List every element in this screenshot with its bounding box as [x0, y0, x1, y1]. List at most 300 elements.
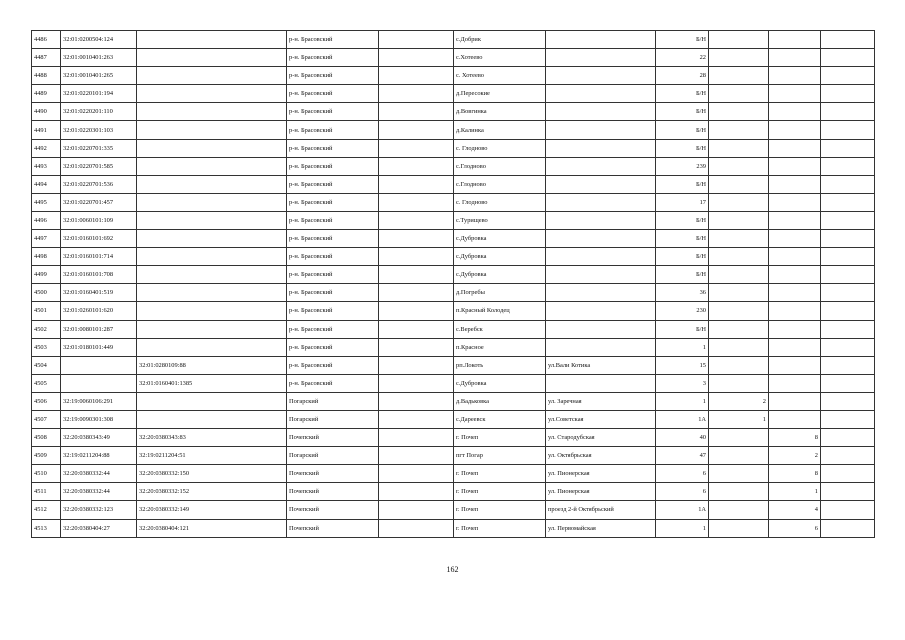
apartment-cell	[769, 410, 821, 428]
empty-cell	[821, 447, 875, 465]
building-cadastral-number-cell	[137, 410, 287, 428]
street-cell	[546, 103, 656, 121]
row-number-cell: 4507	[32, 410, 61, 428]
row-number-cell: 4491	[32, 121, 61, 139]
street-cell	[546, 338, 656, 356]
table-row	[32, 49, 875, 67]
building-cadastral-number-cell	[137, 193, 287, 211]
street-cell	[546, 374, 656, 392]
empty-cell	[821, 374, 875, 392]
locality-cell: п.Красный Колодец	[454, 302, 546, 320]
empty-cell	[821, 266, 875, 284]
district-cell: Почепский	[287, 483, 379, 501]
row-number-cell: 4503	[32, 338, 61, 356]
building-cadastral-number-cell: 32:20:0380404:121	[137, 519, 287, 537]
apartment-cell	[769, 103, 821, 121]
empty-cell	[821, 338, 875, 356]
house-number-cell: 239	[656, 157, 709, 175]
row-number-cell: 4488	[32, 67, 61, 85]
empty-cell	[821, 67, 875, 85]
building-cadastral-number-cell	[137, 175, 287, 193]
table-row	[32, 483, 875, 501]
building-cell	[709, 320, 769, 338]
table-row	[32, 519, 875, 537]
apartment-cell	[769, 139, 821, 157]
building-cell	[709, 85, 769, 103]
district-cell: Почепский	[287, 465, 379, 483]
row-number-cell: 4511	[32, 483, 61, 501]
row-number-cell: 4504	[32, 356, 61, 374]
apartment-cell	[769, 392, 821, 410]
table-row	[32, 139, 875, 157]
empty-cell	[379, 320, 454, 338]
building-cadastral-number-cell	[137, 248, 287, 266]
cadastral-number-cell: 32:01:0260101:620	[61, 302, 137, 320]
cadastral-number-cell	[61, 374, 137, 392]
building-cadastral-number-cell: 32:20:0380332:152	[137, 483, 287, 501]
cadastral-number-cell: 32:01:0180101:449	[61, 338, 137, 356]
locality-cell: г. Почеп	[454, 519, 546, 537]
empty-cell	[379, 447, 454, 465]
row-number-cell: 4499	[32, 266, 61, 284]
street-cell: ул.Советская	[546, 410, 656, 428]
house-number-cell: 15	[656, 356, 709, 374]
district-cell: р-н. Брасовский	[287, 320, 379, 338]
locality-cell: г. Почеп	[454, 429, 546, 447]
cadastral-number-cell: 32:19:0211204:88	[61, 447, 137, 465]
house-number-cell: Б/Н	[656, 175, 709, 193]
cadastral-number-cell: 32:01:0080101:287	[61, 320, 137, 338]
table-row	[32, 374, 875, 392]
district-cell: р-н. Брасовский	[287, 139, 379, 157]
building-cell	[709, 157, 769, 175]
district-cell: Почепский	[287, 429, 379, 447]
empty-cell	[379, 211, 454, 229]
apartment-cell	[769, 248, 821, 266]
building-cell	[709, 230, 769, 248]
building-cell	[709, 465, 769, 483]
cadastral-number-cell: 32:01:0160101:692	[61, 230, 137, 248]
apartment-cell	[769, 356, 821, 374]
street-cell	[546, 85, 656, 103]
row-number-cell: 4512	[32, 501, 61, 519]
district-cell: р-н. Брасовский	[287, 67, 379, 85]
building-cell	[709, 302, 769, 320]
table-row	[32, 356, 875, 374]
street-cell	[546, 248, 656, 266]
building-cadastral-number-cell: 32:01:0280109:88	[137, 356, 287, 374]
locality-cell: с.Турищево	[454, 211, 546, 229]
table-row	[32, 302, 875, 320]
locality-cell: с.Веребск	[454, 320, 546, 338]
table-row	[32, 266, 875, 284]
cadastral-number-cell: 32:20:0380404:27	[61, 519, 137, 537]
cadastral-number-cell: 32:20:0380343:49	[61, 429, 137, 447]
locality-cell: д.Вовгинка	[454, 103, 546, 121]
empty-cell	[379, 193, 454, 211]
house-number-cell: 36	[656, 284, 709, 302]
locality-cell: с.Глодново	[454, 157, 546, 175]
district-cell: Почепский	[287, 519, 379, 537]
house-number-cell: Б/Н	[656, 320, 709, 338]
row-number-cell: 4501	[32, 302, 61, 320]
locality-cell: рп.Локоть	[454, 356, 546, 374]
building-cell	[709, 248, 769, 266]
house-number-cell: Б/Н	[656, 31, 709, 49]
building-cadastral-number-cell: 32:20:0380343:83	[137, 429, 287, 447]
locality-cell: с.Добрик	[454, 31, 546, 49]
building-cell: 1	[709, 410, 769, 428]
district-cell: Погарский	[287, 410, 379, 428]
building-cell	[709, 31, 769, 49]
empty-cell	[379, 465, 454, 483]
building-cell	[709, 483, 769, 501]
table-row	[32, 230, 875, 248]
street-cell	[546, 49, 656, 67]
empty-cell	[379, 230, 454, 248]
street-cell	[546, 284, 656, 302]
empty-cell	[821, 175, 875, 193]
building-cell	[709, 356, 769, 374]
table-row	[32, 320, 875, 338]
apartment-cell	[769, 338, 821, 356]
street-cell	[546, 157, 656, 175]
street-cell	[546, 193, 656, 211]
apartment-cell	[769, 193, 821, 211]
district-cell: р-н. Брасовский	[287, 230, 379, 248]
house-number-cell: 6	[656, 483, 709, 501]
empty-cell	[821, 483, 875, 501]
building-cell	[709, 193, 769, 211]
empty-cell	[821, 139, 875, 157]
empty-cell	[821, 465, 875, 483]
empty-cell	[821, 230, 875, 248]
district-cell: р-н. Брасовский	[287, 49, 379, 67]
street-cell: ул. Заречная	[546, 392, 656, 410]
apartment-cell	[769, 320, 821, 338]
cadastral-number-cell: 32:01:0220301:103	[61, 121, 137, 139]
row-number-cell: 4493	[32, 157, 61, 175]
locality-cell: с. Хотеево	[454, 67, 546, 85]
district-cell: р-н. Брасовский	[287, 157, 379, 175]
empty-cell	[379, 266, 454, 284]
empty-cell	[821, 31, 875, 49]
district-cell: р-н. Брасовский	[287, 302, 379, 320]
row-number-cell: 4502	[32, 320, 61, 338]
house-number-cell: Б/Н	[656, 248, 709, 266]
locality-cell: д.Вадьковка	[454, 392, 546, 410]
cadastral-number-cell: 32:01:0160101:714	[61, 248, 137, 266]
apartment-cell: 8	[769, 429, 821, 447]
cadastral-number-cell: 32:01:0220101:194	[61, 85, 137, 103]
building-cell	[709, 374, 769, 392]
empty-cell	[379, 49, 454, 67]
building-cadastral-number-cell	[137, 31, 287, 49]
district-cell: Погарский	[287, 392, 379, 410]
locality-cell: г. Почеп	[454, 501, 546, 519]
street-cell	[546, 67, 656, 85]
table-row	[32, 284, 875, 302]
street-cell	[546, 121, 656, 139]
locality-cell: д.Калинка	[454, 121, 546, 139]
table-row	[32, 338, 875, 356]
district-cell: р-н. Брасовский	[287, 175, 379, 193]
street-cell	[546, 31, 656, 49]
street-cell: ул. Пионерская	[546, 465, 656, 483]
cadastral-number-cell: 32:19:0090301:308	[61, 410, 137, 428]
building-cell: 2	[709, 392, 769, 410]
apartment-cell	[769, 175, 821, 193]
row-number-cell: 4496	[32, 211, 61, 229]
empty-cell	[379, 157, 454, 175]
cadastral-number-cell	[61, 356, 137, 374]
row-number-cell: 4494	[32, 175, 61, 193]
house-number-cell: Б/Н	[656, 139, 709, 157]
street-cell	[546, 302, 656, 320]
district-cell: р-н. Брасовский	[287, 193, 379, 211]
house-number-cell: Б/Н	[656, 211, 709, 229]
table-row	[32, 429, 875, 447]
building-cell	[709, 429, 769, 447]
records-table	[31, 30, 875, 538]
locality-cell: с. Глодново	[454, 139, 546, 157]
locality-cell: п.Красное	[454, 338, 546, 356]
building-cadastral-number-cell: 32:20:0380332:149	[137, 501, 287, 519]
cadastral-number-cell: 32:01:0220701:457	[61, 193, 137, 211]
building-cadastral-number-cell	[137, 85, 287, 103]
locality-cell: д.Пересокие	[454, 85, 546, 103]
house-number-cell: Б/Н	[656, 266, 709, 284]
table-row	[32, 31, 875, 49]
empty-cell	[821, 284, 875, 302]
empty-cell	[821, 248, 875, 266]
cadastral-number-cell: 32:01:0200504:124	[61, 31, 137, 49]
building-cadastral-number-cell	[137, 121, 287, 139]
row-number-cell: 4490	[32, 103, 61, 121]
district-cell: р-н. Брасовский	[287, 85, 379, 103]
apartment-cell: 2	[769, 447, 821, 465]
locality-cell: с.Дубровка	[454, 266, 546, 284]
building-cell	[709, 67, 769, 85]
building-cadastral-number-cell	[137, 392, 287, 410]
empty-cell	[379, 175, 454, 193]
empty-cell	[379, 121, 454, 139]
apartment-cell	[769, 49, 821, 67]
street-cell: ул. Стародубская	[546, 429, 656, 447]
apartment-cell	[769, 157, 821, 175]
street-cell	[546, 266, 656, 284]
street-cell	[546, 175, 656, 193]
empty-cell	[821, 429, 875, 447]
district-cell: Погарский	[287, 447, 379, 465]
building-cell	[709, 175, 769, 193]
apartment-cell	[769, 85, 821, 103]
building-cell	[709, 139, 769, 157]
cadastral-number-cell: 32:01:0220701:335	[61, 139, 137, 157]
table-body	[32, 31, 875, 538]
apartment-cell	[769, 374, 821, 392]
row-number-cell: 4510	[32, 465, 61, 483]
house-number-cell: Б/Н	[656, 103, 709, 121]
house-number-cell: 1	[656, 338, 709, 356]
apartment-cell	[769, 67, 821, 85]
empty-cell	[379, 139, 454, 157]
building-cell	[709, 266, 769, 284]
table-row	[32, 501, 875, 519]
table-row	[32, 211, 875, 229]
apartment-cell	[769, 31, 821, 49]
building-cell	[709, 338, 769, 356]
locality-cell: с.Дубровка	[454, 248, 546, 266]
street-cell: ул. Октябрьская	[546, 447, 656, 465]
empty-cell	[821, 320, 875, 338]
building-cadastral-number-cell	[137, 157, 287, 175]
house-number-cell: 1А	[656, 501, 709, 519]
locality-cell: д.Погребы	[454, 284, 546, 302]
row-number-cell: 4492	[32, 139, 61, 157]
empty-cell	[821, 356, 875, 374]
locality-cell: с. Глодново	[454, 193, 546, 211]
empty-cell	[821, 103, 875, 121]
empty-cell	[379, 374, 454, 392]
building-cadastral-number-cell	[137, 302, 287, 320]
building-cadastral-number-cell	[137, 139, 287, 157]
locality-cell: с.Дареевск	[454, 410, 546, 428]
cadastral-number-cell: 32:01:0220701:585	[61, 157, 137, 175]
district-cell: р-н. Брасовский	[287, 338, 379, 356]
cadastral-number-cell: 32:01:0220701:536	[61, 175, 137, 193]
district-cell: Почепский	[287, 501, 379, 519]
cadastral-number-cell: 32:20:0380332:44	[61, 483, 137, 501]
building-cadastral-number-cell	[137, 103, 287, 121]
house-number-cell: 17	[656, 193, 709, 211]
table-row	[32, 67, 875, 85]
empty-cell	[821, 519, 875, 537]
house-number-cell: 47	[656, 447, 709, 465]
district-cell: р-н. Брасовский	[287, 356, 379, 374]
table-row	[32, 121, 875, 139]
street-cell: ул. Пионерская	[546, 483, 656, 501]
row-number-cell: 4513	[32, 519, 61, 537]
cadastral-number-cell: 32:01:0060101:109	[61, 211, 137, 229]
apartment-cell: 6	[769, 519, 821, 537]
cadastral-number-cell: 32:19:0060106:291	[61, 392, 137, 410]
cadastral-number-cell: 32:20:0380332:44	[61, 465, 137, 483]
house-number-cell: 230	[656, 302, 709, 320]
row-number-cell: 4506	[32, 392, 61, 410]
building-cell	[709, 121, 769, 139]
house-number-cell: Б/Н	[656, 230, 709, 248]
building-cell	[709, 211, 769, 229]
apartment-cell	[769, 121, 821, 139]
building-cadastral-number-cell	[137, 266, 287, 284]
row-number-cell: 4495	[32, 193, 61, 211]
table-row	[32, 447, 875, 465]
row-number-cell: 4489	[32, 85, 61, 103]
building-cell	[709, 284, 769, 302]
building-cadastral-number-cell	[137, 211, 287, 229]
building-cell	[709, 103, 769, 121]
building-cell	[709, 519, 769, 537]
locality-cell: с.Дубровка	[454, 230, 546, 248]
apartment-cell	[769, 211, 821, 229]
apartment-cell: 4	[769, 501, 821, 519]
apartment-cell	[769, 230, 821, 248]
row-number-cell: 4505	[32, 374, 61, 392]
empty-cell	[379, 103, 454, 121]
building-cadastral-number-cell	[137, 49, 287, 67]
building-cadastral-number-cell: 32:01:0160401:1385	[137, 374, 287, 392]
table-row	[32, 175, 875, 193]
empty-cell	[821, 392, 875, 410]
cadastral-number-cell: 32:01:0220201:110	[61, 103, 137, 121]
row-number-cell: 4487	[32, 49, 61, 67]
building-cadastral-number-cell: 32:20:0380332:150	[137, 465, 287, 483]
empty-cell	[821, 157, 875, 175]
locality-cell: с.Глодново	[454, 175, 546, 193]
empty-cell	[379, 519, 454, 537]
house-number-cell: 1	[656, 392, 709, 410]
district-cell: р-н. Брасовский	[287, 374, 379, 392]
street-cell	[546, 320, 656, 338]
empty-cell	[379, 429, 454, 447]
empty-cell	[821, 501, 875, 519]
house-number-cell: 40	[656, 429, 709, 447]
building-cell	[709, 447, 769, 465]
empty-cell	[379, 501, 454, 519]
empty-cell	[379, 410, 454, 428]
district-cell: р-н. Брасовский	[287, 31, 379, 49]
district-cell: р-н. Брасовский	[287, 266, 379, 284]
row-number-cell: 4508	[32, 429, 61, 447]
cadastral-number-cell: 32:01:0160101:708	[61, 266, 137, 284]
empty-cell	[379, 85, 454, 103]
empty-cell	[821, 193, 875, 211]
table-row	[32, 465, 875, 483]
empty-cell	[821, 85, 875, 103]
table-row	[32, 103, 875, 121]
empty-cell	[821, 211, 875, 229]
empty-cell	[379, 67, 454, 85]
house-number-cell: 22	[656, 49, 709, 67]
house-number-cell: 28	[656, 67, 709, 85]
house-number-cell: Б/Н	[656, 85, 709, 103]
empty-cell	[379, 338, 454, 356]
district-cell: р-н. Брасовский	[287, 248, 379, 266]
apartment-cell	[769, 284, 821, 302]
empty-cell	[379, 483, 454, 501]
empty-cell	[821, 410, 875, 428]
building-cell	[709, 501, 769, 519]
apartment-cell	[769, 266, 821, 284]
locality-cell: с.Дубровка	[454, 374, 546, 392]
empty-cell	[379, 392, 454, 410]
empty-cell	[821, 302, 875, 320]
district-cell: р-н. Брасовский	[287, 211, 379, 229]
page-number: 162	[446, 565, 459, 574]
district-cell: р-н. Брасовский	[287, 284, 379, 302]
building-cadastral-number-cell	[137, 67, 287, 85]
house-number-cell: 3	[656, 374, 709, 392]
row-number-cell: 4497	[32, 230, 61, 248]
row-number-cell: 4509	[32, 447, 61, 465]
row-number-cell: 4500	[32, 284, 61, 302]
table-row	[32, 157, 875, 175]
cadastral-number-cell: 32:01:0010401:263	[61, 49, 137, 67]
house-number-cell: 1А	[656, 410, 709, 428]
empty-cell	[379, 248, 454, 266]
house-number-cell: 6	[656, 465, 709, 483]
